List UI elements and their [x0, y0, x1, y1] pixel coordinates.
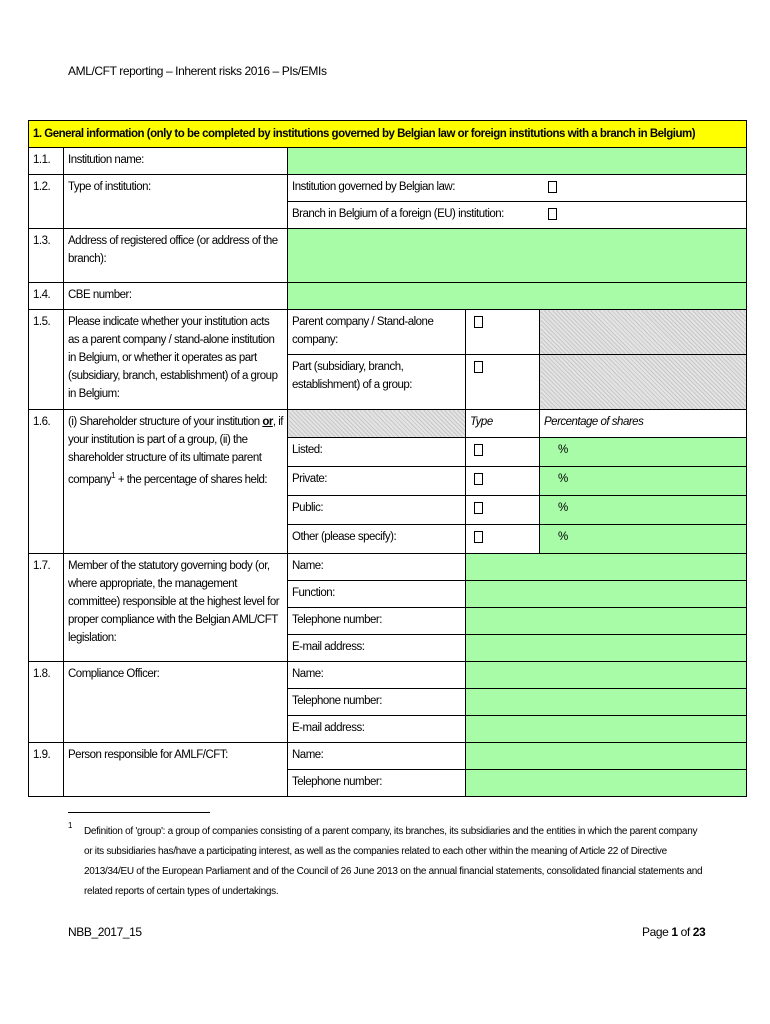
row-number: 1.8. — [29, 662, 64, 743]
row-number: 1.2. — [29, 175, 64, 229]
name-label: Name: — [288, 662, 466, 689]
governing-body-member-label: Member of the statutory governing body (or, where appropriate, the management committee) responsible at the highest level for proper compliance with the Belgian AML/CFT legislation: — [64, 554, 288, 662]
compliance-name-field[interactable] — [466, 662, 747, 689]
type-other-label: Other (please specify): — [288, 525, 466, 554]
row-number: 1.6. — [29, 410, 64, 554]
compliance-telephone-field[interactable] — [466, 689, 747, 716]
telephone-label: Telephone number: — [288, 689, 466, 716]
institution-name-label: Institution name: — [64, 148, 288, 175]
name-label: Name: — [288, 554, 466, 581]
group-status-label: Please indicate whether your institution acts as a parent company / stand-alone institution in Belgium, or whether it operates as part (subsidiary, branch, establishment) of a group in Belgium: — [64, 310, 288, 410]
checkbox-belgian-law[interactable] — [540, 175, 747, 202]
percentage-private-field[interactable]: % — [540, 467, 747, 496]
checkbox-other[interactable] — [466, 525, 540, 554]
row-number: 1.9. — [29, 743, 64, 797]
footnote-separator — [68, 812, 210, 813]
cbe-number-label: CBE number: — [64, 283, 288, 310]
hatched-cell — [540, 310, 747, 355]
footnote-text: Definition of 'group': a group of companies consisting of a parent company, its branches, its subsidiaries and the entities in which the parent company or its subsidiaries has/have a participating interest, as well as the companies related to each other within the meaning of Article 22 of Directive 2013/34/EU of the European Parliament and of the Council of 26 June 2013 on the annual financial statements, consolidated financial statements and related reports of certain types of undertakings. — [84, 826, 703, 897]
checkbox-private[interactable] — [466, 467, 540, 496]
option-parent-company: Parent company / Stand-alone company: — [288, 310, 466, 355]
document-header: AML/CFT reporting – Inherent risks 2016 – PIs/EMIs — [68, 64, 327, 78]
compliance-officer-label: Compliance Officer: — [64, 662, 288, 743]
row-number: 1.4. — [29, 283, 64, 310]
section-heading: 1. General information (only to be completed by institutions governed by Belgian law or foreign institutions with a branch in Belgium) — [29, 121, 747, 148]
option-branch-foreign: Branch in Belgium of a foreign (EU) institution: — [288, 202, 540, 229]
checkbox-public[interactable] — [466, 496, 540, 525]
column-type-header: Type — [466, 410, 540, 438]
general-information-table — [28, 120, 747, 797]
checkbox-icon — [474, 316, 483, 328]
checkbox-icon — [474, 473, 483, 485]
checkbox-branch-foreign[interactable] — [540, 202, 747, 229]
governing-telephone-field[interactable] — [466, 608, 747, 635]
percentage-public-field[interactable]: % — [540, 496, 747, 525]
row-number: 1.3. — [29, 229, 64, 283]
percentage-other-field[interactable]: % — [540, 525, 747, 554]
hatched-cell — [540, 355, 747, 410]
address-field[interactable] — [288, 229, 747, 283]
checkbox-icon — [474, 531, 483, 543]
footnote-mark: 1 — [68, 821, 73, 830]
name-label: Name: — [288, 743, 466, 770]
amlcft-responsible-label: Person responsible for AMLF/CFT: — [64, 743, 288, 797]
compliance-email-field[interactable] — [466, 716, 747, 743]
hatched-cell — [288, 410, 466, 438]
amlcft-name-field[interactable] — [466, 743, 747, 770]
checkbox-icon — [474, 444, 483, 456]
option-belgian-law: Institution governed by Belgian law: — [288, 175, 540, 202]
institution-name-field[interactable] — [288, 148, 747, 175]
type-of-institution-label: Type of institution: — [64, 175, 288, 229]
type-public-label: Public: — [288, 496, 466, 525]
telephone-label: Telephone number: — [288, 770, 466, 797]
cbe-number-field[interactable] — [288, 283, 747, 310]
page-number: Page 1 of 23 — [642, 925, 706, 939]
telephone-label: Telephone number: — [288, 608, 466, 635]
governing-email-field[interactable] — [466, 635, 747, 662]
checkbox-icon — [474, 361, 483, 373]
checkbox-icon — [474, 502, 483, 514]
type-private-label: Private: — [288, 467, 466, 496]
function-label: Function: — [288, 581, 466, 608]
document-code: NBB_2017_15 — [68, 925, 142, 939]
checkbox-icon — [548, 208, 557, 220]
percentage-listed-field[interactable]: % — [540, 438, 747, 467]
row-number: 1.1. — [29, 148, 64, 175]
row-number: 1.7. — [29, 554, 64, 662]
checkbox-part-of-group[interactable] — [466, 355, 540, 410]
address-label: Address of registered office (or address of the branch): — [64, 229, 288, 283]
checkbox-listed[interactable] — [466, 438, 540, 467]
email-label: E-mail address: — [288, 635, 466, 662]
checkbox-icon — [548, 181, 557, 193]
amlcft-telephone-field[interactable] — [466, 770, 747, 797]
governing-name-field[interactable] — [466, 554, 747, 581]
column-percentage-header: Percentage of shares — [540, 410, 747, 438]
footnote — [68, 822, 704, 902]
type-listed-label: Listed: — [288, 438, 466, 467]
governing-function-field[interactable] — [466, 581, 747, 608]
shareholder-structure-label: (i) Shareholder structure of your institution or, if your institution is part of a group, (ii) the shareholder structure of its ultimate parent company$^1$ + the percentage of shares held: — [64, 410, 288, 554]
checkbox-parent-company[interactable] — [466, 310, 540, 355]
email-label: E-mail address: — [288, 716, 466, 743]
option-part-of-group: Part (subsidiary, branch, establishment) of a group: — [288, 355, 466, 410]
row-number: 1.5. — [29, 310, 64, 410]
